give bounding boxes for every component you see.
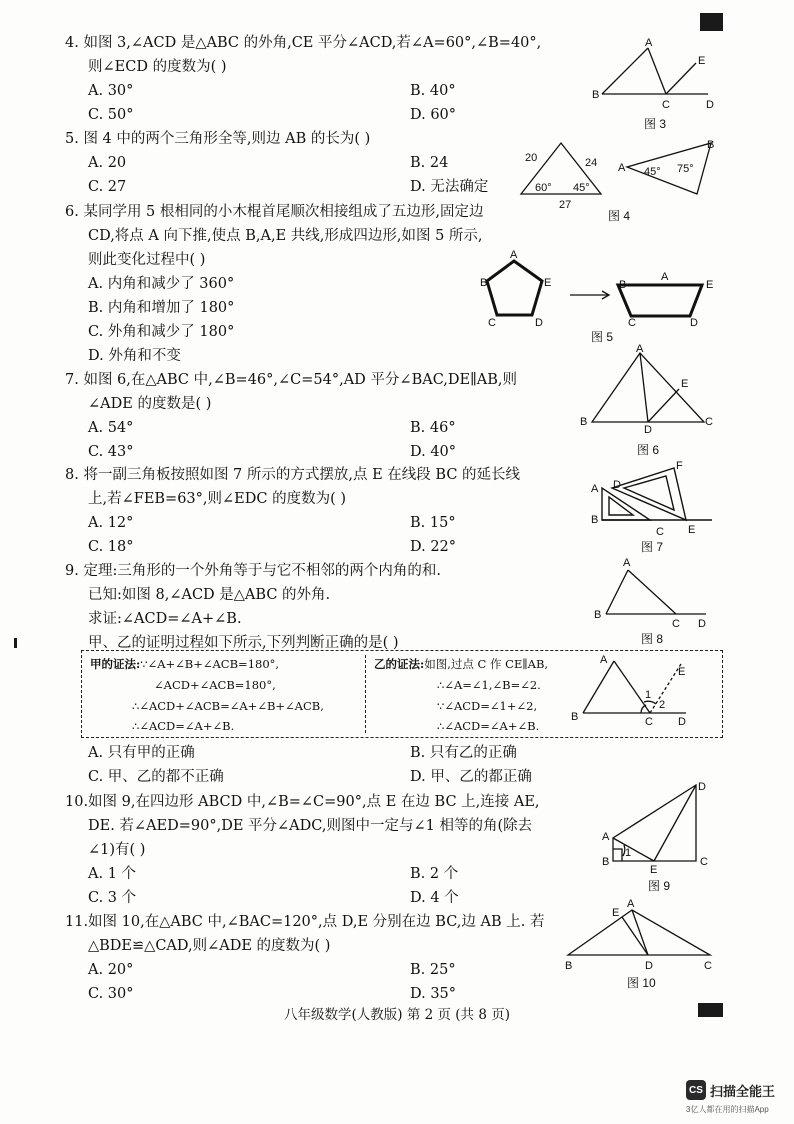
proof-fig-label-e: E [678, 666, 686, 678]
jia-proof-head: 甲的证法: [90, 657, 141, 671]
jia-proof-line4: ∴∠ACD=∠A+∠B. [132, 719, 235, 733]
figure-9 [596, 776, 721, 880]
fig8-label-d: D [698, 618, 706, 630]
q8-option-d[interactable]: D. 22° [410, 539, 457, 555]
q11-line2: △BDE≌△CAD,则∠ADE 的度数为( ) [88, 938, 331, 954]
fig6-label-d: D [644, 424, 652, 434]
q9-option-c[interactable]: C. 甲、乙的都不正确 [88, 769, 224, 785]
fig8-label-c: C [672, 618, 680, 630]
scanner-watermark [686, 1080, 775, 1100]
q8-line1: 8. 将一副三角板按照如图 7 所示的方式摆放,点 E 在线段 BC 的延长线 [65, 467, 521, 483]
q8-option-c[interactable]: C. 18° [88, 539, 134, 555]
yi-proof-line4: ∴∠ACD=∠A+∠B. [437, 719, 540, 733]
jia-proof-step1: ∵∠A+∠B+∠ACB=180°, [140, 657, 280, 671]
q9-line3: 求证:∠ACD=∠A+∠B. [88, 611, 242, 627]
q6-option-b[interactable]: B. 内角和增加了 180° [88, 300, 235, 316]
yi-proof-head: 乙的证法: [374, 657, 425, 671]
q10-option-a[interactable]: A. 1 个 [88, 866, 137, 882]
q4-line2: 则∠ECD 的度数为( ) [88, 59, 227, 75]
fig10-label-e: E [612, 907, 620, 919]
q4-option-a[interactable]: A. 30° [88, 83, 134, 99]
q5-option-c[interactable]: C. 27 [88, 179, 127, 195]
fig5-label-c1: C [488, 317, 496, 329]
proof-divider [365, 655, 366, 733]
figure-10-caption: 图 10 [627, 976, 656, 990]
yi-proof-line1 [374, 656, 548, 672]
figure-7 [588, 460, 718, 544]
fig7-label-a: A [591, 483, 599, 495]
fig4-label-a: A [618, 162, 626, 174]
figure-3-caption: 图 3 [644, 117, 667, 131]
q10-line1: 10.如图 9,在四边形 ABCD 中,∠B=∠C=90°,点 E 在边 BC 上,连接 AE, [65, 794, 540, 810]
q10-option-c[interactable]: C. 3 个 [88, 890, 137, 906]
q11-option-d[interactable]: D. 35° [410, 986, 457, 1002]
yi-proof-line3: ∵∠ACD=∠1+∠2, [437, 699, 538, 713]
q10-line2: DE. 若∠AED=90°,DE 平分∠ADC,则图中一定与∠1 相等的角(除去 [88, 818, 533, 834]
fig3-label-c: C [662, 99, 670, 111]
figure-5 [478, 250, 718, 334]
q9-option-b[interactable]: B. 只有乙的正确 [410, 745, 517, 761]
fig4-label-27: 27 [559, 199, 572, 211]
fig9-label-a: A [602, 831, 610, 843]
fig7-label-f: F [676, 460, 683, 472]
fig5-label-d2: D [690, 317, 698, 329]
fig10-label-d: D [645, 960, 653, 970]
q6-option-d[interactable]: D. 外角和不变 [88, 348, 181, 364]
fig9-label-b: B [602, 856, 610, 868]
q5-option-b[interactable]: B. 24 [410, 155, 449, 171]
proof-fig-label-1: 1 [645, 689, 652, 701]
q6-option-c[interactable]: C. 外角和减少了 180° [88, 324, 235, 340]
fig6-label-e: E [681, 378, 689, 390]
q9-option-d[interactable]: D. 甲、乙的都正确 [410, 769, 532, 785]
q11-option-a[interactable]: A. 20° [88, 962, 134, 978]
fig5-label-d1: D [535, 317, 543, 329]
fig6-label-b: B [580, 416, 588, 428]
q8-option-b[interactable]: B. 15° [410, 515, 456, 531]
fig8-label-a: A [623, 557, 631, 569]
proof-fig-label-2: 2 [659, 699, 666, 711]
fig9-label-1: 1 [625, 847, 632, 859]
q7-option-b[interactable]: B. 46° [410, 420, 456, 436]
yi-proof-line2: ∴∠A=∠1,∠B=∠2. [437, 678, 541, 692]
q5-line1: 5. 图 4 中的两个三角形全等,则边 AB 的长为( ) [65, 131, 371, 147]
proof-figure [568, 652, 693, 734]
fig9-label-e: E [650, 864, 658, 876]
fig7-label-e: E [688, 524, 696, 536]
proof-fig-label-b: B [571, 711, 579, 723]
q8-option-a[interactable]: A. 12° [88, 515, 134, 531]
fig3-label-d: D [706, 99, 714, 111]
proof-fig-label-d: D [678, 716, 686, 728]
fig7-label-b: B [591, 514, 599, 526]
q7-option-c[interactable]: C. 43° [88, 444, 134, 460]
q10-option-d[interactable]: D. 4 个 [410, 890, 459, 906]
fig10-label-b: B [565, 960, 573, 970]
figure-8 [588, 554, 718, 638]
q5-option-a[interactable]: A. 20 [88, 155, 127, 171]
fig3-label-b: B [592, 89, 600, 101]
q5-option-d[interactable]: D. 无法确定 [410, 179, 489, 195]
fig4-label-20: 20 [525, 152, 538, 164]
fig8-label-b: B [594, 609, 602, 621]
q6-line2: CD,将点 A 向下推,使点 B,A,E 共线,形成四边形,如图 5 所示, [88, 228, 483, 244]
q4-option-c[interactable]: C. 50° [88, 107, 134, 123]
jia-proof-line1 [90, 656, 279, 672]
figure-6-caption: 图 6 [637, 443, 660, 457]
scanner-app-name: 扫描全能王 [710, 1083, 776, 1099]
fig5-label-a2: A [661, 271, 669, 283]
figure-3 [588, 36, 718, 120]
figure-7-caption: 图 7 [641, 540, 664, 554]
fig4-label-b: B [707, 139, 715, 151]
fig5-label-c2: C [628, 317, 636, 329]
scanner-tagline: 3亿人都在用的扫描App [686, 1105, 769, 1114]
fig5-label-e2: E [706, 279, 714, 291]
jia-proof-line2: ∠ACD+∠ACB=180°, [154, 678, 276, 692]
fig4-label-45a: 45° [573, 182, 590, 194]
fig7-label-c: C [656, 526, 664, 538]
fig4-label-60: 60° [535, 182, 552, 194]
q6-line1: 6. 某同学用 5 根相同的小木棍首尾顺次相接组成了五边形,固定边 [65, 204, 484, 220]
figure-5-caption: 图 5 [591, 330, 614, 344]
q7-line1: 7. 如图 6,在△ABC 中,∠B=46°,∠C=54°,AD 平分∠BAC,DE∥AB,则 [65, 372, 518, 388]
yi-proof-step1: 如图,过点 C 作 CE∥AB, [424, 657, 549, 671]
figure-4-caption: 图 4 [608, 209, 631, 223]
fig6-label-a: A [636, 344, 644, 355]
q7-option-d[interactable]: D. 40° [410, 444, 457, 460]
q11-line1: 11.如图 10,在△ABC 中,∠BAC=120°,点 D,E 分别在边 BC,边 AB 上. 若 [65, 914, 545, 930]
jia-proof-line3: ∴∠ACD+∠ACB=∠A+∠B+∠ACB, [132, 699, 324, 713]
fig4-label-24: 24 [585, 157, 598, 169]
fig7-label-d: D [613, 479, 621, 491]
fig3-label-e: E [698, 55, 706, 67]
fig9-label-c: C [700, 856, 708, 868]
q10-option-b[interactable]: B. 2 个 [410, 866, 459, 882]
fig10-label-c: C [704, 960, 712, 970]
q11-option-b[interactable]: B. 25° [410, 962, 456, 978]
fig4-label-45b: 45° [644, 166, 661, 178]
q9-line2: 已知:如图 8,∠ACD 是△ABC 的外角. [88, 587, 331, 603]
q6-line3: 则此变化过程中( ) [88, 252, 206, 268]
q6-option-a[interactable]: A. 内角和减少了 360° [88, 276, 235, 292]
q9-line4: 甲、乙的证明过程如下所示,下列判断正确的是( ) [88, 635, 399, 651]
fig3-label-a: A [645, 37, 653, 49]
fig4-label-75: 75° [677, 163, 694, 175]
fig10-label-a: A [627, 898, 635, 910]
q10-line3: ∠1)有( ) [88, 842, 146, 858]
figure-10 [560, 898, 720, 974]
q8-line2: 上,若∠FEB=63°,则∠EDC 的度数为( ) [88, 491, 347, 507]
fig6-label-c: C [705, 416, 713, 428]
q7-option-a[interactable]: A. 54° [88, 420, 134, 436]
q9-option-a[interactable]: A. 只有甲的正确 [88, 745, 195, 761]
fig5-label-b2: B [619, 279, 627, 291]
q4-line1: 4. 如图 3,∠ACD 是△ABC 的外角,CE 平分∠ACD,若∠A=60°,∠B=40°, [65, 35, 542, 51]
q7-line2: ∠ADE 的度数是( ) [88, 396, 212, 412]
proof-fig-label-a: A [600, 654, 608, 666]
figure-4 [515, 136, 720, 218]
scanner-logo-icon: CS [686, 1080, 706, 1100]
q11-option-c[interactable]: C. 30° [88, 986, 134, 1002]
fig5-label-a1: A [510, 250, 518, 261]
page-footer: 八年级数学(人教版) 第 2 页 (共 8 页) [284, 1007, 510, 1023]
q4-option-b[interactable]: B. 40° [410, 83, 456, 99]
fig9-label-d: D [698, 781, 706, 793]
figure-6 [578, 344, 718, 438]
figure-8-caption: 图 8 [641, 632, 664, 646]
proof-fig-label-c: C [645, 716, 653, 728]
figure-9-caption: 图 9 [648, 879, 671, 893]
q9-line1: 9. 定理:三角形的一个外角等于与它不相邻的两个内角的和. [65, 563, 441, 579]
margin-tick [14, 638, 17, 648]
registration-mark-top [700, 13, 723, 31]
fig5-label-b1: B [480, 277, 488, 289]
fig5-label-e1: E [544, 277, 552, 289]
q4-option-d[interactable]: D. 60° [410, 107, 457, 123]
